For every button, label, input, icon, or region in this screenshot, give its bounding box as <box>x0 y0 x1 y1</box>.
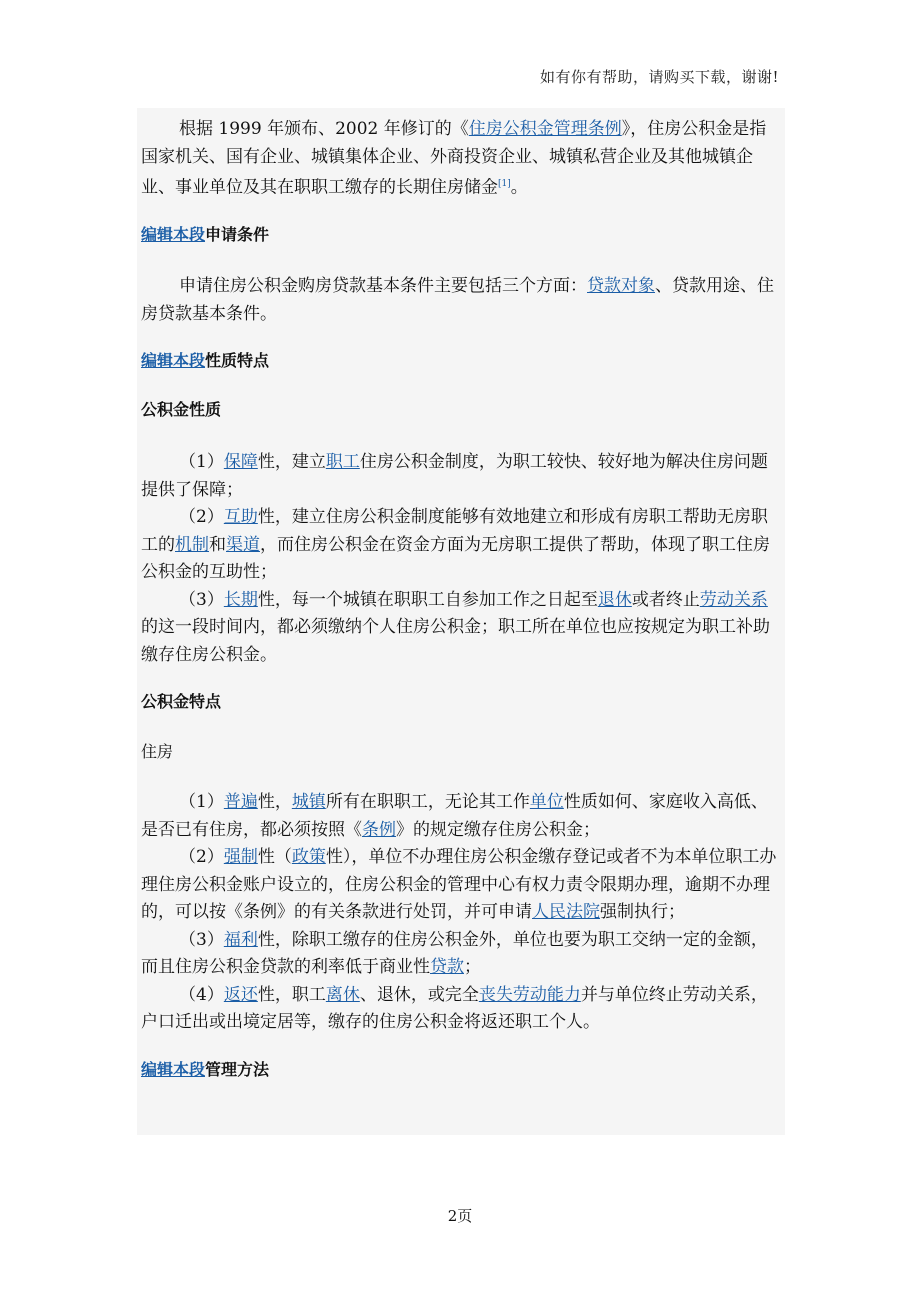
page-number: 2页 <box>447 1207 473 1225</box>
features-heading: 公积金特点 <box>141 692 222 712</box>
section-heading-management: 编辑本段管理方法 <box>141 1059 270 1079</box>
features-subheading: 住房 <box>141 742 174 762</box>
nature-list <box>141 449 781 669</box>
feature-item: （1）普遍性，城镇所有在职职工，无论其工作单位性质如何、家庭收入高低、是否已有住房，都必须按照《条例》的规定缴存住房公积金； <box>141 792 768 840</box>
feature-item: （4）返还性，职工离休、退休，或完全丧失劳动能力并与单位终止劳动关系，户口迁出或出境定居等，缴存的住房公积金将返还职工个人。 <box>141 984 768 1033</box>
section-heading-conditions: 编辑本段申请条件 <box>141 225 270 245</box>
nature-item: （1）保障性，建立职工住房公积金制度，为职工较快、较好地为解决住房问题提供了保障； <box>141 452 768 500</box>
edit-section-link[interactable]: 编辑本段 <box>141 225 206 245</box>
nature-item: （3）长期性，每一个城镇在职职工自参加工作之日起至退休或者终止劳动关系的这一段时间内，都必须缴纳个人住房公积金；职工所在单位也应按规定为职工补助缴存住房公积金。 <box>141 589 770 665</box>
edit-section-link[interactable]: 编辑本段 <box>141 351 206 371</box>
edit-section-link[interactable]: 编辑本段 <box>141 1059 206 1079</box>
features-list <box>141 789 781 1037</box>
conditions-paragraph: 申请住房公积金购房贷款基本条件主要包括三个方面：贷款对象、贷款用途、住房贷款基本条件。 <box>141 276 774 324</box>
nature-item: （2）互助性，建立住房公积金制度能够有效地建立和形成有房职工帮助无房职工的机制和渠道，而住房公积金在资金方面为无房职工提供了帮助，体现了职工住房公积金的互助性； <box>141 507 770 583</box>
loan-target-link[interactable]: 贷款对象 <box>587 276 655 297</box>
intro-paragraph: 根据 1999 年颁布、2002 年修订的《住房公积金管理条例》，住房公积金是指国家机关、国有企业、城镇集体企业、外商投资企业、城镇私营企业及其他城镇企业、事业单位及其在职职工缴存的长期住房储金[1]。 <box>141 119 767 198</box>
feature-item: （3）福利性，除职工缴存的住房公积金外，单位也要为职工交纳一定的金额，而且住房公积金贷款的利率低于商业性贷款； <box>141 929 768 978</box>
citation-link[interactable]: [1] <box>498 179 511 189</box>
article-body <box>137 108 785 1135</box>
nature-heading: 公积金性质 <box>141 400 222 420</box>
feature-item: （2）强制性（政策性），单位不办理住房公积金缴存登记或者不为本单位职工办 理住房公积金账户设立的，住房公积金的管理中心有权力责令限期办理，逾期不办理的，可以按《条例》的有关条款进行处罚，并可申请人民法院强制执行； <box>141 847 777 923</box>
regulation-link[interactable]: 住房公积金管理条例 <box>468 119 622 139</box>
header-note: 如有你有帮助，请购买下载，谢谢! <box>539 68 779 86</box>
section-heading-nature: 编辑本段性质特点 <box>141 351 270 371</box>
